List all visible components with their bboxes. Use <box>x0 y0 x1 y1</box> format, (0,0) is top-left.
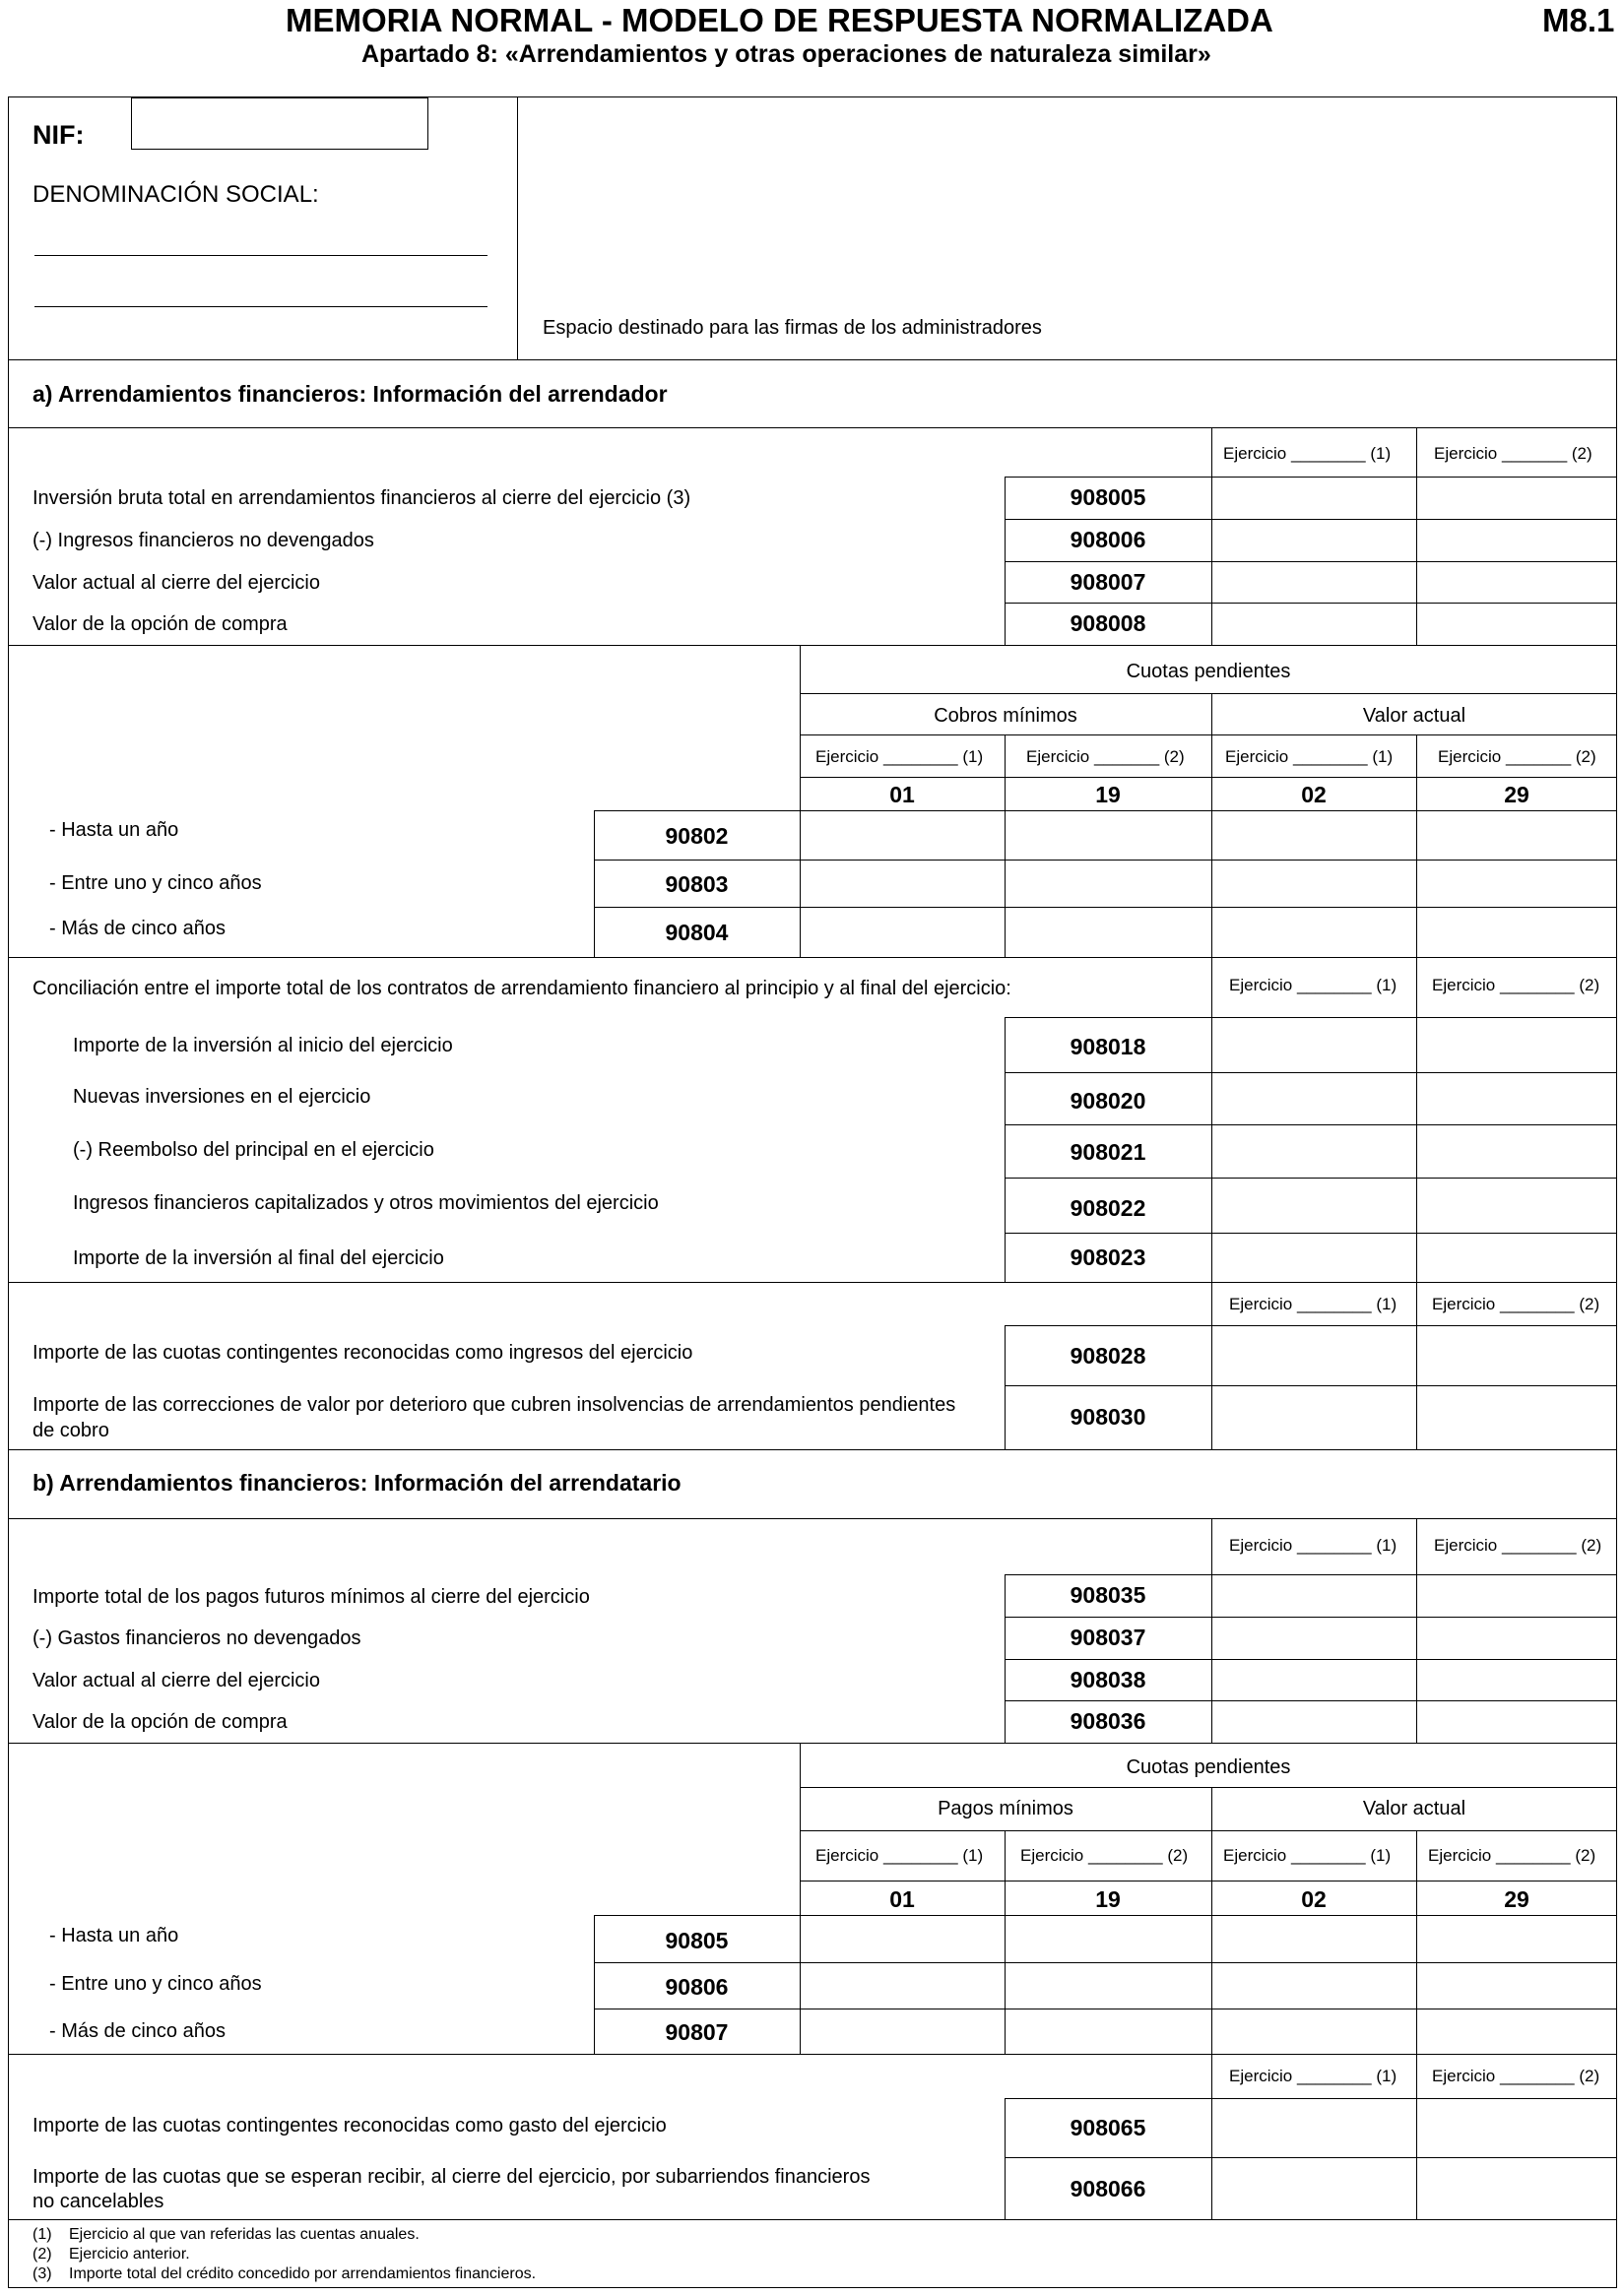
b3-hdr-v1 <box>1211 2054 1212 2099</box>
b3-grid-h1 <box>1005 2157 1617 2158</box>
b3-grid-v2 <box>1416 2098 1417 2219</box>
footnote-1-num: (1) <box>32 2226 52 2243</box>
firmas-divider <box>517 96 518 359</box>
b2-row-label-3: - Más de cinco años <box>49 2020 226 2042</box>
b2-cell-1-1[interactable] <box>802 1917 1004 1961</box>
form-subtitle: Apartado 8: «Arrendamientos y otras operaciones de naturaleza similar» <box>361 40 1211 68</box>
b2-ej-2b: Ejercicio ________ (2) <box>1428 1846 1596 1865</box>
b1-cell-2-1[interactable] <box>1213 1619 1415 1658</box>
a1-cell-1-1[interactable] <box>1213 478 1415 518</box>
b2-v3 <box>1416 1830 1417 2054</box>
a1-grid-h3 <box>1005 603 1617 604</box>
a4-cell-1-1[interactable] <box>1213 1327 1415 1384</box>
a3-grid-h4 <box>1005 1233 1617 1234</box>
b1-code-2: 908037 <box>1070 1625 1146 1650</box>
b1-cell-4-2[interactable] <box>1418 1702 1615 1742</box>
divider-footnotes <box>8 2219 1617 2220</box>
a4-row-label-2a: Importe de las correcciones de valor por deterioro que cubren insolvencias de arrendamientos pendientes <box>32 1394 956 1416</box>
b2-group2: Valor actual <box>1362 1798 1466 1819</box>
b2-row-label-1: - Hasta un año <box>49 1925 179 1946</box>
a1-cell-4-1[interactable] <box>1213 605 1415 644</box>
a4-hdr-v1 <box>1211 1282 1212 1326</box>
divider-a-end <box>8 1449 1617 1450</box>
a3-code-4: 908022 <box>1070 1195 1146 1221</box>
a3-grid-h3 <box>1005 1178 1617 1179</box>
a2-code-3: 90804 <box>665 920 729 945</box>
a4-row-label-1: Importe de las cuotas contingentes reconocidas como ingresos del ejercicio <box>32 1342 693 1364</box>
a4-cell-2-1[interactable] <box>1213 1387 1415 1448</box>
a2-ej-2b: Ejercicio _______ (2) <box>1438 747 1596 766</box>
b2-cell-1-4[interactable] <box>1418 1917 1615 1961</box>
b2-v1 <box>1005 1830 1006 2054</box>
a1-grid-h2 <box>1005 561 1617 562</box>
a1-cell-3-1[interactable] <box>1213 563 1415 602</box>
footnote-1-text: Ejercicio al que van referidas las cuentas anuales. <box>69 2226 420 2243</box>
a2-v3 <box>1416 734 1417 957</box>
firmas-area[interactable] <box>519 98 1614 305</box>
b3-ejercicio-1: Ejercicio ________ (1) <box>1229 2067 1397 2085</box>
a4-cell-2-2[interactable] <box>1418 1387 1615 1448</box>
b3-cell-1-2[interactable] <box>1418 2100 1615 2156</box>
b1-ejercicio-1: Ejercicio ________ (1) <box>1229 1536 1397 1555</box>
a1-cell-4-2[interactable] <box>1418 605 1615 644</box>
b3-hdr-v2 <box>1416 2054 1417 2099</box>
a2-cell-3-3[interactable] <box>1213 909 1415 956</box>
section-b-title: b) Arrendamientos financieros: Información del arrendatario <box>32 1470 682 1496</box>
b1-grid-v1 <box>1211 1574 1212 1743</box>
a1-code-4: 908008 <box>1070 610 1146 636</box>
a3-grid-top <box>1005 1017 1617 1018</box>
a2-h5 <box>594 860 1617 861</box>
a4-grid-v0 <box>1005 1325 1006 1449</box>
a4-grid-h1 <box>1005 1385 1617 1386</box>
a2-cell-2-4[interactable] <box>1418 861 1615 906</box>
b1-row-label-1: Importe total de los pagos futuros mínimos al cierre del ejercicio <box>32 1586 590 1608</box>
divider-a-block1 <box>8 645 1617 646</box>
b1-grid-h2 <box>1005 1659 1617 1660</box>
a3-grid-h2 <box>1005 1124 1617 1125</box>
a3-ejercicio-2: Ejercicio ________ (2) <box>1432 976 1600 994</box>
a4-cell-1-2[interactable] <box>1418 1327 1615 1384</box>
a3-grid-v2 <box>1416 1017 1417 1282</box>
a3-row-label-2: Nuevas inversiones en el ejercicio <box>73 1086 371 1108</box>
a1-grid-v2 <box>1416 477 1417 645</box>
a3-cell-2-1[interactable] <box>1213 1074 1415 1123</box>
a2-colcode-4: 29 <box>1504 782 1529 807</box>
a3-code-5: 908023 <box>1070 1244 1146 1270</box>
a3-grid-v1 <box>1211 1017 1212 1282</box>
b2-cell-2-3[interactable] <box>1213 1964 1415 2008</box>
a2-cell-1-4[interactable] <box>1418 812 1615 859</box>
a2-cell-2-3[interactable] <box>1213 861 1415 906</box>
b2-cell-3-1[interactable] <box>802 2010 1004 2053</box>
a2-h4 <box>594 810 1617 811</box>
b2-ej-1a: Ejercicio ________ (1) <box>815 1846 984 1865</box>
footnote-2-num: (2) <box>32 2246 52 2263</box>
a2-cell-3-1[interactable] <box>802 909 1004 956</box>
divider-b-block2 <box>8 2054 1617 2055</box>
b1-row-label-3: Valor actual al cierre del ejercicio <box>32 1670 320 1691</box>
a1-cell-2-1[interactable] <box>1213 521 1415 560</box>
a2-ej-1b: Ejercicio ________ (1) <box>1225 747 1394 766</box>
b2-colcode-2: 19 <box>1095 1886 1121 1912</box>
b3-row-label-1: Importe de las cuotas contingentes reconocidas como gasto del ejercicio <box>32 2115 667 2137</box>
divider-b-block1 <box>8 1743 1617 1744</box>
b3-cell-2-1[interactable] <box>1213 2159 1415 2218</box>
a2-ej-2a: Ejercicio _______ (2) <box>1026 747 1185 766</box>
divider-a-block2 <box>8 957 1617 958</box>
a1-hdr-v2 <box>1416 427 1417 478</box>
b3-grid-v1 <box>1211 2098 1212 2219</box>
a3-title: Conciliación entre el importe total de los contratos de arrendamiento financiero al principio y al final del ejercicio: <box>32 978 1011 999</box>
b2-cell-1-2[interactable] <box>1007 1917 1210 1961</box>
a3-code-3: 908021 <box>1070 1139 1146 1165</box>
a2-code-2: 90803 <box>665 871 729 897</box>
a3-hdr-v2 <box>1416 957 1417 1018</box>
a2-cell-1-1[interactable] <box>802 812 1004 859</box>
a1-row-label-3: Valor actual al cierre del ejercicio <box>32 572 320 594</box>
b2-ej-1b: Ejercicio ________ (1) <box>1223 1846 1392 1865</box>
b1-code-1: 908035 <box>1070 1582 1146 1608</box>
a2-code-1: 90802 <box>665 823 729 849</box>
b2-cuotas-title: Cuotas pendientes <box>1126 1756 1291 1778</box>
nif-label: NIF: <box>32 120 85 150</box>
a4-grid-top <box>1005 1325 1617 1326</box>
nif-input[interactable] <box>131 97 428 150</box>
a2-h3 <box>800 777 1617 778</box>
a3-cell-5-1[interactable] <box>1213 1235 1415 1281</box>
a1-cell-1-2[interactable] <box>1418 478 1615 518</box>
a2-cell-2-1[interactable] <box>802 861 1004 906</box>
b3-grid-top <box>1005 2098 1617 2099</box>
b2-cell-2-4[interactable] <box>1418 1964 1615 2008</box>
b1-cell-3-1[interactable] <box>1213 1661 1415 1699</box>
b2-ej-2a: Ejercicio ________ (2) <box>1020 1846 1189 1865</box>
b1-cell-1-2[interactable] <box>1418 1576 1615 1616</box>
a4-hdr-v2 <box>1416 1282 1417 1326</box>
a2-group2: Valor actual <box>1362 705 1466 727</box>
a2-row-label-1: - Hasta un año <box>49 819 179 841</box>
b2-code-1: 90805 <box>665 1928 729 1953</box>
a3-cell-1-2[interactable] <box>1418 1019 1615 1071</box>
b2-code-3: 90807 <box>665 2019 729 2045</box>
divider-b-title <box>8 1518 1617 1519</box>
b2-cell-3-3[interactable] <box>1213 2010 1415 2053</box>
a2-colcode-1: 01 <box>889 782 915 807</box>
b2-cell-3-2[interactable] <box>1007 2010 1210 2053</box>
a2-h2 <box>800 734 1617 735</box>
a2-colcode-3: 02 <box>1301 782 1327 807</box>
a2-colcode-2: 19 <box>1095 782 1121 807</box>
a2-v1 <box>1005 734 1006 957</box>
a3-cell-4-1[interactable] <box>1213 1180 1415 1232</box>
b1-cell-3-2[interactable] <box>1418 1661 1615 1699</box>
a3-cell-5-2[interactable] <box>1418 1235 1615 1281</box>
denominacion-label: DENOMINACIÓN SOCIAL: <box>32 181 319 208</box>
denominacion-line-1[interactable] <box>34 255 487 256</box>
a2-cell-1-3[interactable] <box>1213 812 1415 859</box>
a1-grid-top <box>1005 477 1617 478</box>
a4-row-label-2b: de cobro <box>32 1420 109 1441</box>
a3-cell-3-2[interactable] <box>1418 1126 1615 1177</box>
a4-ejercicio-2: Ejercicio ________ (2) <box>1432 1295 1600 1313</box>
a3-cell-3-1[interactable] <box>1213 1126 1415 1177</box>
a2-cell-2-2[interactable] <box>1007 861 1210 906</box>
a3-hdr-v1 <box>1211 957 1212 1018</box>
b2-cell-1-3[interactable] <box>1213 1917 1415 1961</box>
a3-row-label-4: Ingresos financieros capitalizados y otros movimientos del ejercicio <box>73 1192 659 1214</box>
a1-grid-h1 <box>1005 519 1617 520</box>
form-title: MEMORIA NORMAL - MODELO DE RESPUESTA NORMALIZADA <box>286 2 1273 38</box>
a1-ejercicio-2: Ejercicio _______ (2) <box>1434 444 1592 463</box>
a1-row-label-4: Valor de la opción de compra <box>32 613 288 635</box>
b1-grid-v2 <box>1416 1574 1417 1743</box>
a2-cell-1-2[interactable] <box>1007 812 1210 859</box>
b1-row-label-2: (-) Gastos financieros no devengados <box>32 1627 361 1649</box>
b1-code-4: 908036 <box>1070 1708 1146 1734</box>
a1-code-3: 908007 <box>1070 569 1146 595</box>
a2-h1 <box>800 693 1617 694</box>
a3-cell-4-2[interactable] <box>1418 1180 1615 1232</box>
footnote-3-num: (3) <box>32 2265 52 2282</box>
b1-hdr-v2 <box>1416 1518 1417 1575</box>
b1-row-label-4: Valor de la opción de compra <box>32 1711 288 1733</box>
b3-ejercicio-2: Ejercicio ________ (2) <box>1432 2067 1600 2085</box>
a4-code-1: 908028 <box>1070 1343 1146 1369</box>
a4-code-2: 908030 <box>1070 1404 1146 1430</box>
form-code: M8.1 <box>1542 2 1615 38</box>
divider-a-title <box>8 427 1617 428</box>
a1-code-2: 908006 <box>1070 527 1146 552</box>
a2-row-label-2: - Entre uno y cinco años <box>49 872 262 894</box>
footnote-3-text: Importe total del crédito concedido por arrendamientos financieros. <box>69 2265 537 2282</box>
a3-cell-2-2[interactable] <box>1418 1074 1615 1123</box>
a2-row-label-3: - Más de cinco años <box>49 918 226 939</box>
a1-ejercicio-1: Ejercicio ________ (1) <box>1223 444 1392 463</box>
divider-ident <box>8 359 1617 360</box>
b1-cell-1-1[interactable] <box>1213 1576 1415 1616</box>
divider-a-block3 <box>8 1282 1617 1283</box>
b2-h2 <box>800 1830 1617 1831</box>
a1-row-label-1: Inversión bruta total en arrendamientos financieros al cierre del ejercicio (3) <box>32 487 691 509</box>
a2-v-mid <box>1211 693 1212 957</box>
b2-code-2: 90806 <box>665 1974 729 2000</box>
footnote-2-text: Ejercicio anterior. <box>69 2246 190 2263</box>
a3-row-label-1: Importe de la inversión al inicio del ejercicio <box>73 1035 453 1056</box>
b3-row-label-2b: no cancelables <box>32 2191 164 2212</box>
a3-row-label-3: (-) Reembolso del principal en el ejercicio <box>73 1139 434 1161</box>
denominacion-line-2[interactable] <box>34 306 487 307</box>
section-a-title: a) Arrendamientos financieros: Información del arrendador <box>32 381 668 407</box>
b1-ejercicio-2: Ejercicio ________ (2) <box>1434 1536 1602 1555</box>
b1-grid-h3 <box>1005 1700 1617 1701</box>
a4-ejercicio-1: Ejercicio ________ (1) <box>1229 1295 1397 1313</box>
a1-grid-v1 <box>1211 477 1212 645</box>
b2-cell-3-4[interactable] <box>1418 2010 1615 2053</box>
a1-hdr-v1 <box>1211 427 1212 478</box>
a2-cell-3-4[interactable] <box>1418 909 1615 956</box>
b2-h4 <box>594 1915 1617 1916</box>
b2-row-label-2: - Entre uno y cinco años <box>49 1973 262 1995</box>
a3-code-2: 908020 <box>1070 1088 1146 1114</box>
a3-row-label-5: Importe de la inversión al final del ejercicio <box>73 1247 444 1269</box>
b2-cell-2-1[interactable] <box>802 1964 1004 2008</box>
a4-grid-v1 <box>1211 1325 1212 1449</box>
b1-cell-2-2[interactable] <box>1418 1619 1615 1658</box>
b2-group1: Pagos mínimos <box>938 1798 1073 1819</box>
b1-grid-top <box>1005 1574 1617 1575</box>
b3-code-2: 908066 <box>1070 2176 1146 2201</box>
b1-code-3: 908038 <box>1070 1667 1146 1692</box>
b2-cell-2-2[interactable] <box>1007 1964 1210 2008</box>
a3-cell-1-1[interactable] <box>1213 1019 1415 1071</box>
b2-colcode-4: 29 <box>1504 1886 1529 1912</box>
a2-cuotas-title: Cuotas pendientes <box>1126 661 1291 682</box>
a3-code-1: 908018 <box>1070 1034 1146 1059</box>
a2-h6 <box>594 907 1617 908</box>
b3-code-1: 908065 <box>1070 2115 1146 2140</box>
a1-row-label-2: (-) Ingresos financieros no devengados <box>32 530 374 551</box>
a3-ejercicio-1: Ejercicio ________ (1) <box>1229 976 1397 994</box>
b2-h5 <box>594 1962 1617 1963</box>
a2-cell-3-2[interactable] <box>1007 909 1210 956</box>
b1-hdr-v1 <box>1211 1518 1212 1575</box>
b2-colcode-3: 02 <box>1301 1886 1327 1912</box>
b2-v-mid <box>1211 1787 1212 2054</box>
a1-code-1: 908005 <box>1070 484 1146 510</box>
b1-grid-h1 <box>1005 1617 1617 1618</box>
a3-grid-h1 <box>1005 1072 1617 1073</box>
b2-colcode-1: 01 <box>889 1886 915 1912</box>
b3-row-label-2a: Importe de las cuotas que se esperan recibir, al cierre del ejercicio, por subarriendos financieros <box>32 2166 871 2188</box>
a2-ej-1a: Ejercicio ________ (1) <box>815 747 984 766</box>
b3-cell-2-2[interactable] <box>1418 2159 1615 2218</box>
a1-cell-3-2[interactable] <box>1418 563 1615 602</box>
a2-group1: Cobros mínimos <box>934 705 1077 727</box>
b2-h1 <box>800 1787 1617 1788</box>
firmas-label: Espacio destinado para las firmas de los administradores <box>543 317 1042 339</box>
b1-cell-4-1[interactable] <box>1213 1702 1415 1742</box>
a1-cell-2-2[interactable] <box>1418 521 1615 560</box>
a4-grid-v2 <box>1416 1325 1417 1449</box>
b3-cell-1-1[interactable] <box>1213 2100 1415 2156</box>
